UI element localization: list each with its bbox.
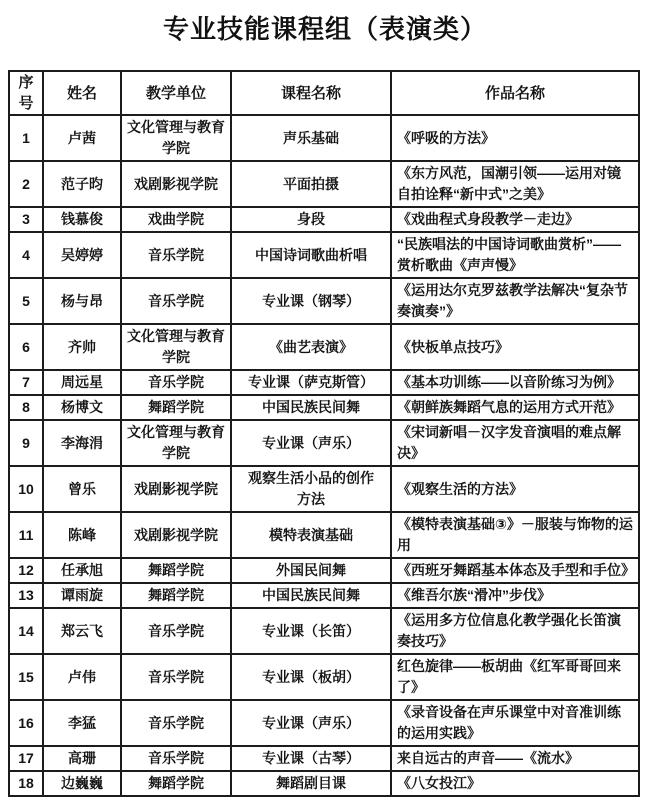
cell-work: 《运用达尔克罗兹教学法解决“复杂节奏演奏”》 — [391, 278, 639, 324]
cell-work: 《运用多方位信息化教学强化长笛演奏技巧》 — [391, 608, 639, 654]
table-row — [9, 278, 639, 324]
cell-unit: 文化管理与教育学院 — [121, 324, 231, 370]
table-row — [9, 512, 639, 558]
cell-unit: 音乐学院 — [121, 608, 231, 654]
cell-unit: 文化管理与教育学院 — [121, 420, 231, 466]
table-row — [9, 232, 639, 278]
cell-name: 谭雨旋 — [43, 583, 121, 608]
cell-work: 《快板单点技巧》 — [391, 324, 639, 370]
cell-course: 平面拍摄 — [231, 161, 391, 207]
cell-no: 8 — [9, 395, 43, 420]
cell-work: 《模特表演基础③》－服装与饰物的运用 — [391, 512, 639, 558]
table-row — [9, 466, 639, 512]
table-row — [9, 654, 639, 700]
cell-course: 专业课（钢琴） — [231, 278, 391, 324]
table-row — [9, 608, 639, 654]
table-header-row — [9, 71, 639, 115]
cell-no: 6 — [9, 324, 43, 370]
cell-no: 5 — [9, 278, 43, 324]
cell-no: 12 — [9, 558, 43, 583]
cell-name: 杨博文 — [43, 395, 121, 420]
cell-work: 《呼吸的方法》 — [391, 115, 639, 161]
cell-unit: 舞蹈学院 — [121, 771, 231, 796]
table-row — [9, 207, 639, 232]
cell-work: 《观察生活的方法》 — [391, 466, 639, 512]
cell-no: 4 — [9, 232, 43, 278]
table-body — [9, 115, 639, 796]
cell-no: 14 — [9, 608, 43, 654]
cell-name: 钱慕俊 — [43, 207, 121, 232]
cell-no: 3 — [9, 207, 43, 232]
cell-no: 15 — [9, 654, 43, 700]
table-row — [9, 324, 639, 370]
cell-work: 《基本功训练——以音阶练习为例》 — [391, 370, 639, 395]
cell-work: 《八女投江》 — [391, 771, 639, 796]
cell-no: 13 — [9, 583, 43, 608]
cell-name: 曾乐 — [43, 466, 121, 512]
cell-name: 杨与昂 — [43, 278, 121, 324]
cell-name: 齐帅 — [43, 324, 121, 370]
cell-course: 身段 — [231, 207, 391, 232]
table-row — [9, 115, 639, 161]
cell-unit: 舞蹈学院 — [121, 558, 231, 583]
cell-unit: 舞蹈学院 — [121, 395, 231, 420]
cell-unit: 音乐学院 — [121, 700, 231, 746]
cell-name: 周远星 — [43, 370, 121, 395]
column-header-unit: 教学单位 — [121, 71, 231, 115]
cell-course: 声乐基础 — [231, 115, 391, 161]
cell-work: 红色旋律——板胡曲《红军哥哥回来了》 — [391, 654, 639, 700]
table-row — [9, 558, 639, 583]
cell-unit: 音乐学院 — [121, 654, 231, 700]
column-header-name: 姓名 — [43, 71, 121, 115]
cell-unit: 音乐学院 — [121, 370, 231, 395]
cell-name: 吴婷婷 — [43, 232, 121, 278]
table-row — [9, 746, 639, 771]
cell-unit: 戏曲学院 — [121, 207, 231, 232]
cell-course: 专业课（板胡） — [231, 654, 391, 700]
cell-unit: 戏剧影视学院 — [121, 512, 231, 558]
cell-unit: 文化管理与教育学院 — [121, 115, 231, 161]
cell-course: 专业课（声乐） — [231, 700, 391, 746]
column-header-no: 序号 — [9, 71, 43, 115]
cell-name: 边巍巍 — [43, 771, 121, 796]
cell-course: 外国民间舞 — [231, 558, 391, 583]
cell-course: 专业课（萨克斯管） — [231, 370, 391, 395]
page-title: 专业技能课程组（表演类） — [162, 14, 487, 44]
cell-course: 专业课（古琴） — [231, 746, 391, 771]
cell-no: 18 — [9, 771, 43, 796]
table-row — [9, 771, 639, 796]
cell-work: 《东方风范，国潮引领——运用对镜自拍诠释“新中式”之美》 — [391, 161, 639, 207]
cell-course: 《曲艺表演》 — [231, 324, 391, 370]
cell-name: 卢伟 — [43, 654, 121, 700]
column-header-work: 作品名称 — [391, 71, 639, 115]
table-row — [9, 370, 639, 395]
cell-name: 郑云飞 — [43, 608, 121, 654]
cell-work: 《西班牙舞蹈基本体态及手型和手位》 — [391, 558, 639, 583]
cell-course: 观察生活小品的创作方法 — [231, 466, 391, 512]
course-table — [8, 70, 640, 797]
cell-no: 17 — [9, 746, 43, 771]
cell-no: 2 — [9, 161, 43, 207]
cell-name: 任承旭 — [43, 558, 121, 583]
cell-work: 《维吾尔族“滑冲”步伐》 — [391, 583, 639, 608]
table-row — [9, 395, 639, 420]
cell-unit: 音乐学院 — [121, 278, 231, 324]
cell-name: 李猛 — [43, 700, 121, 746]
cell-course: 中国诗词歌曲析唱 — [231, 232, 391, 278]
cell-course: 中国民族民间舞 — [231, 395, 391, 420]
cell-no: 16 — [9, 700, 43, 746]
cell-course: 专业课（声乐） — [231, 420, 391, 466]
column-header-course: 课程名称 — [231, 71, 391, 115]
cell-work: 来自远古的声音——《流水》 — [391, 746, 639, 771]
table-row — [9, 420, 639, 466]
cell-course: 模特表演基础 — [231, 512, 391, 558]
cell-course: 中国民族民间舞 — [231, 583, 391, 608]
table-row — [9, 161, 639, 207]
cell-work: 《戏曲程式身段教学－走边》 — [391, 207, 639, 232]
cell-no: 9 — [9, 420, 43, 466]
cell-course: 舞蹈剧目课 — [231, 771, 391, 796]
cell-work: 《录音设备在声乐课堂中对音准训练的运用实践》 — [391, 700, 639, 746]
cell-name: 李海涓 — [43, 420, 121, 466]
cell-name: 卢茜 — [43, 115, 121, 161]
cell-course: 专业课（长笛） — [231, 608, 391, 654]
cell-work: 《宋词新唱－汉字发音演唱的难点解决》 — [391, 420, 639, 466]
cell-unit: 舞蹈学院 — [121, 583, 231, 608]
cell-name: 高珊 — [43, 746, 121, 771]
cell-no: 11 — [9, 512, 43, 558]
document-page — [0, 9, 650, 797]
cell-name: 陈峰 — [43, 512, 121, 558]
table-row — [9, 700, 639, 746]
cell-unit: 音乐学院 — [121, 232, 231, 278]
cell-no: 7 — [9, 370, 43, 395]
cell-unit: 戏剧影视学院 — [121, 161, 231, 207]
cell-name: 范子昀 — [43, 161, 121, 207]
cell-work: 《朝鲜族舞蹈气息的运用方式开范》 — [391, 395, 639, 420]
cell-no: 1 — [9, 115, 43, 161]
table-row — [9, 583, 639, 608]
cell-no: 10 — [9, 466, 43, 512]
cell-unit: 戏剧影视学院 — [121, 466, 231, 512]
cell-work: “民族唱法的中国诗词歌曲赏析”——赏析歌曲《声声慢》 — [391, 232, 639, 278]
cell-unit: 音乐学院 — [121, 746, 231, 771]
